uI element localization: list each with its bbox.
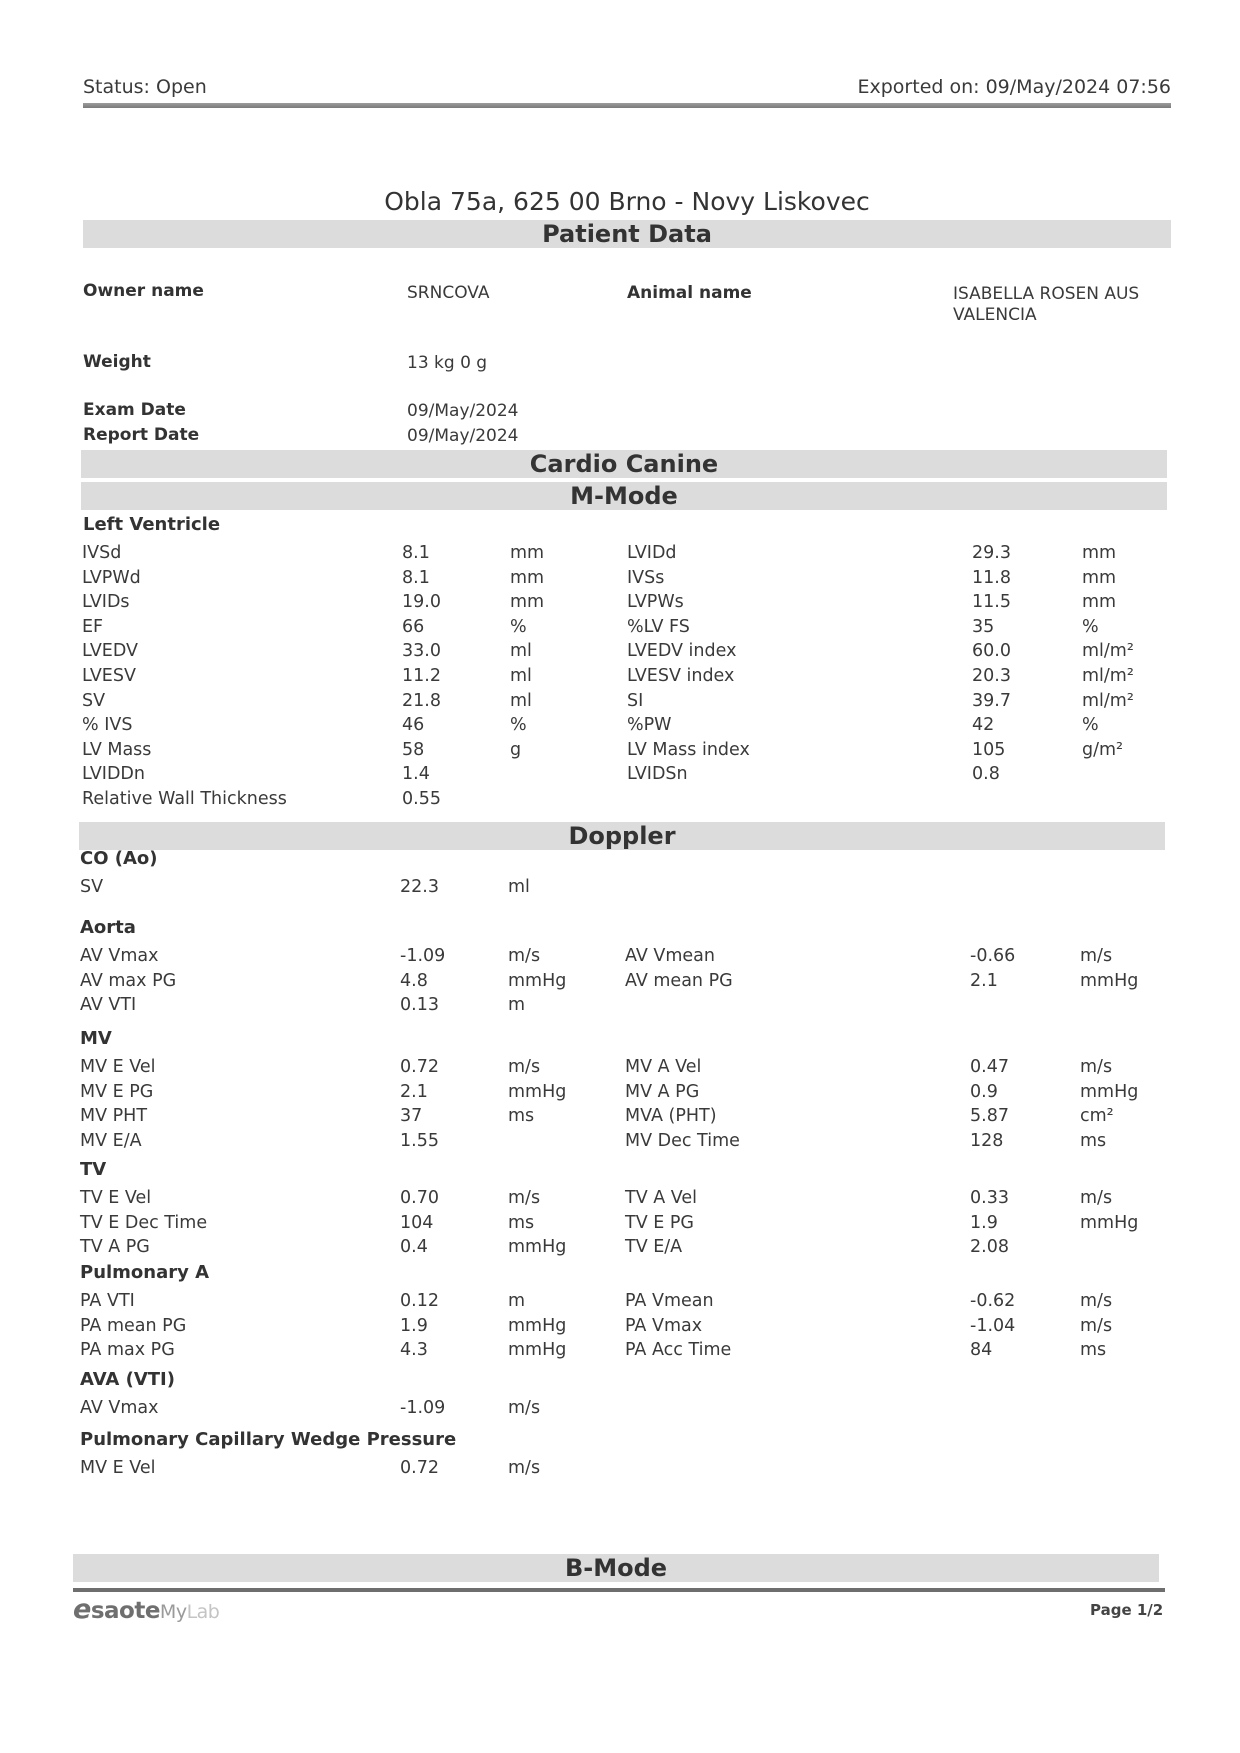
section-title: B-Mode [564, 1554, 668, 1582]
param-unit: mm [510, 567, 545, 588]
param-value: 21.8 [402, 690, 441, 711]
param-value-right: 5.87 [970, 1106, 1009, 1126]
measurement-row [0, 1082, 1240, 1106]
param-value-right: 11.5 [972, 592, 1011, 613]
param-name-right: %PW [627, 715, 672, 736]
param-name: LVEDV [82, 641, 138, 662]
param-name: LVIDs [82, 592, 130, 613]
param-value-right: 29.3 [972, 543, 1011, 563]
status-label: Status: Open [83, 76, 207, 98]
section-m-mode [81, 482, 1167, 510]
param-name: Relative Wall Thickness [82, 789, 287, 809]
param-unit: ml [508, 877, 530, 897]
param-value: 0.12 [400, 1291, 439, 1311]
measurement-row [0, 691, 1240, 715]
param-value-right: 0.9 [970, 1081, 998, 1102]
param-name-right: MVA (PHT) [625, 1106, 717, 1126]
param-value: 2.1 [400, 1081, 428, 1102]
param-value: 22.3 [400, 877, 439, 897]
param-value-right: 20.3 [972, 666, 1011, 686]
param-name-right: PA Vmax [625, 1315, 703, 1336]
measurement-row [0, 995, 1240, 1019]
param-name: TV E Vel [80, 1188, 152, 1208]
param-value-right: 42 [972, 715, 995, 736]
param-name: SV [82, 690, 106, 711]
param-unit: m [508, 1291, 526, 1311]
owner-name-value: SRNCOVA [407, 283, 490, 303]
param-name: PA mean PG [80, 1315, 187, 1336]
param-value-right: 0.33 [970, 1188, 1009, 1208]
param-name-right: AV Vmean [625, 946, 715, 966]
measurement-row [0, 1291, 1240, 1315]
param-unit-right: m/s [1080, 1315, 1113, 1336]
param-unit: mmHg [508, 970, 567, 991]
param-value-right: 105 [972, 739, 1006, 760]
param-name: MV PHT [80, 1106, 148, 1126]
measurement-row [0, 666, 1240, 690]
measurement-row [0, 1237, 1240, 1261]
param-name: MV E/A [80, 1130, 142, 1151]
param-value-right: -0.62 [970, 1291, 1016, 1311]
measurement-row [0, 1316, 1240, 1340]
param-unit: mmHg [508, 1315, 567, 1336]
owner-name-label: Owner name [83, 281, 204, 301]
param-value: 8.1 [402, 543, 430, 563]
param-value: 19.0 [402, 592, 441, 613]
param-unit-right: cm² [1080, 1106, 1114, 1126]
animal-name-label: Animal name [627, 283, 752, 303]
param-name: MV E Vel [80, 1057, 156, 1077]
footer-divider [73, 1588, 1165, 1592]
param-name: LV Mass [82, 739, 152, 760]
param-value: 33.0 [402, 641, 441, 662]
measurement-row [0, 1188, 1240, 1212]
param-value: 11.2 [402, 666, 441, 686]
param-unit-right: m/s [1080, 1188, 1113, 1208]
param-value-right: 2.08 [970, 1237, 1009, 1257]
param-name-right: LVIDd [627, 543, 677, 563]
param-name: LVIDDn [82, 764, 146, 785]
param-name-right: SI [627, 690, 644, 711]
param-name-right: TV A Vel [625, 1188, 697, 1208]
param-unit-right: % [1082, 715, 1099, 736]
param-value: 0.13 [400, 995, 439, 1015]
param-value-right: 128 [970, 1130, 1004, 1151]
measurement-row [0, 1458, 1240, 1482]
param-unit: mm [510, 592, 545, 613]
param-unit-right: m/s [1080, 1057, 1113, 1077]
param-name-right: LVPWs [627, 592, 684, 613]
param-name: EF [82, 616, 104, 637]
exam-date-value: 09/May/2024 [407, 401, 519, 421]
param-unit: m/s [508, 1188, 541, 1208]
param-value-right: 2.1 [970, 970, 998, 991]
param-unit: mmHg [508, 1081, 567, 1102]
measurement-row [0, 946, 1240, 970]
section-b-mode [73, 1554, 1159, 1582]
param-name-right: AV mean PG [625, 970, 733, 991]
param-value-right: 39.7 [972, 690, 1011, 711]
measurement-row [0, 543, 1240, 567]
param-value: 0.70 [400, 1188, 439, 1208]
measurement-row [0, 971, 1240, 995]
group-title: CO (Ao) [80, 848, 158, 869]
param-name: % IVS [82, 715, 133, 736]
clinic-address: Obla 75a, 625 00 Brno - Novy Liskovec [384, 187, 870, 216]
weight-value: 13 kg 0 g [407, 353, 488, 373]
measurement-row [0, 1131, 1240, 1155]
group-title: Pulmonary Capillary Wedge Pressure [80, 1429, 457, 1450]
param-value: 4.8 [400, 970, 428, 991]
measurement-row [0, 764, 1240, 788]
param-name: SV [80, 877, 104, 897]
report-header [83, 76, 1171, 98]
header-divider [83, 103, 1171, 108]
section-doppler [79, 822, 1165, 850]
measurement-row [0, 568, 1240, 592]
section-title: Doppler [568, 822, 676, 850]
param-value: -1.09 [400, 1398, 446, 1418]
param-value-right: 35 [972, 616, 995, 637]
param-unit-right: ml/m² [1082, 690, 1134, 711]
export-timestamp: Exported on: 09/May/2024 07:56 [857, 76, 1171, 98]
param-value: 0.72 [400, 1057, 439, 1077]
param-name: LVESV [82, 666, 136, 686]
param-value: 104 [400, 1212, 434, 1233]
param-unit: m/s [508, 1398, 541, 1418]
param-name: TV A PG [80, 1237, 150, 1257]
param-value: 0.55 [402, 789, 441, 809]
group-title: AVA (VTI) [80, 1369, 175, 1390]
group-title: Pulmonary A [80, 1262, 210, 1283]
param-name-right: %LV FS [627, 616, 690, 637]
animal-name-value-line2: VALENCIA [953, 305, 1037, 325]
param-name: IVSd [82, 543, 122, 563]
param-unit-right: mm [1082, 567, 1117, 588]
measurement-row [0, 1398, 1240, 1422]
measurement-row [0, 877, 1240, 901]
param-name-right: MV Dec Time [625, 1130, 740, 1151]
param-unit-right: m/s [1080, 1291, 1113, 1311]
param-value: 1.9 [400, 1315, 428, 1336]
param-name: AV Vmax [80, 1398, 159, 1418]
param-name-right: MV A Vel [625, 1057, 702, 1077]
param-unit: m/s [508, 1458, 541, 1478]
weight-label: Weight [83, 352, 151, 372]
param-value-right: 1.9 [970, 1212, 998, 1233]
param-value-right: 60.0 [972, 641, 1011, 662]
param-name: PA max PG [80, 1340, 175, 1360]
param-unit: ms [508, 1212, 535, 1233]
param-unit: % [510, 715, 527, 736]
param-unit-right: % [1082, 616, 1099, 637]
param-unit-right: mm [1082, 543, 1117, 563]
section-title: Patient Data [542, 220, 712, 248]
param-unit: mmHg [508, 1340, 567, 1360]
param-value: 46 [402, 715, 425, 736]
param-value: -1.09 [400, 946, 446, 966]
param-name: MV E Vel [80, 1458, 156, 1478]
param-name: LVPWd [82, 567, 141, 588]
param-name-right: LVESV index [627, 666, 735, 686]
measurement-row [0, 1057, 1240, 1081]
param-unit-right: g/m² [1082, 739, 1124, 760]
page-number: Page 1/2 [1090, 1601, 1164, 1619]
param-value: 66 [402, 616, 425, 637]
param-name-right: MV A PG [625, 1081, 700, 1102]
param-value: 1.4 [402, 764, 430, 785]
report-date-value: 09/May/2024 [407, 426, 519, 446]
report-date-label: Report Date [83, 425, 200, 445]
param-value-right: 0.8 [972, 764, 1000, 785]
param-unit: ml [510, 641, 532, 662]
param-unit-right: ms [1080, 1130, 1107, 1151]
group-title-left-ventricle: Left Ventricle [83, 514, 221, 535]
param-value: 4.3 [400, 1340, 428, 1360]
measurement-row [0, 641, 1240, 665]
param-unit-right: ms [1080, 1340, 1107, 1360]
param-unit: mmHg [508, 1237, 567, 1257]
param-value: 37 [400, 1106, 423, 1126]
measurement-row [0, 740, 1240, 764]
measurement-row [0, 617, 1240, 641]
param-unit: m/s [508, 1057, 541, 1077]
param-unit-right: m/s [1080, 946, 1113, 966]
section-title: M-Mode [570, 482, 678, 510]
param-name: PA VTI [80, 1291, 135, 1311]
param-unit: m [508, 995, 526, 1015]
measurement-row [0, 592, 1240, 616]
measurement-row [0, 1106, 1240, 1130]
param-value: 1.55 [400, 1130, 439, 1151]
param-name-right: IVSs [627, 567, 665, 588]
animal-name-value-line1: ISABELLA ROSEN AUS [953, 284, 1140, 304]
param-name-right: LV Mass index [627, 739, 750, 760]
section-cardio-canine [81, 450, 1167, 478]
param-value: 58 [402, 739, 425, 760]
param-unit: ml [510, 690, 532, 711]
param-name-right: TV E PG [625, 1212, 694, 1233]
group-title: TV [80, 1159, 107, 1180]
param-value-right: 0.47 [970, 1057, 1009, 1077]
section-title: Cardio Canine [529, 450, 719, 478]
param-value: 0.72 [400, 1458, 439, 1478]
param-name: MV E PG [80, 1081, 154, 1102]
group-title: Aorta [80, 917, 136, 938]
section-patient-data [83, 220, 1171, 248]
param-value-right: 84 [970, 1340, 993, 1360]
param-value-right: -1.04 [970, 1315, 1016, 1336]
param-value: 8.1 [402, 567, 430, 588]
param-name: TV E Dec Time [80, 1212, 208, 1233]
param-name: AV Vmax [80, 946, 159, 966]
param-unit: mm [510, 543, 545, 563]
esaote-mylab-logo: esaoteMyLab [73, 1594, 220, 1625]
param-unit: m/s [508, 946, 541, 966]
param-unit-right: ml/m² [1082, 641, 1134, 662]
group-title: MV [80, 1028, 112, 1049]
param-name: AV max PG [80, 970, 177, 991]
param-unit-right: mmHg [1080, 1081, 1139, 1102]
param-name-right: PA Acc Time [625, 1340, 732, 1360]
param-unit-right: mmHg [1080, 1212, 1139, 1233]
param-name-right: LVIDSn [627, 764, 688, 785]
param-name-right: TV E/A [625, 1237, 683, 1257]
measurement-row [0, 715, 1240, 739]
param-unit: % [510, 616, 527, 637]
param-unit: ml [510, 666, 532, 686]
param-value-right: 11.8 [972, 567, 1011, 588]
param-unit: ms [508, 1106, 535, 1126]
param-unit-right: mmHg [1080, 970, 1139, 991]
exam-date-label: Exam Date [83, 400, 186, 420]
measurement-row [0, 1340, 1240, 1364]
param-name-right: PA Vmean [625, 1291, 714, 1311]
measurement-row [0, 789, 1240, 813]
param-value: 0.4 [400, 1237, 428, 1257]
param-name: AV VTI [80, 995, 137, 1015]
param-value-right: -0.66 [970, 946, 1016, 966]
param-unit-right: ml/m² [1082, 666, 1134, 686]
param-unit-right: mm [1082, 592, 1117, 613]
param-name-right: LVEDV index [627, 641, 737, 662]
param-unit: g [510, 739, 522, 760]
measurement-row [0, 1213, 1240, 1237]
